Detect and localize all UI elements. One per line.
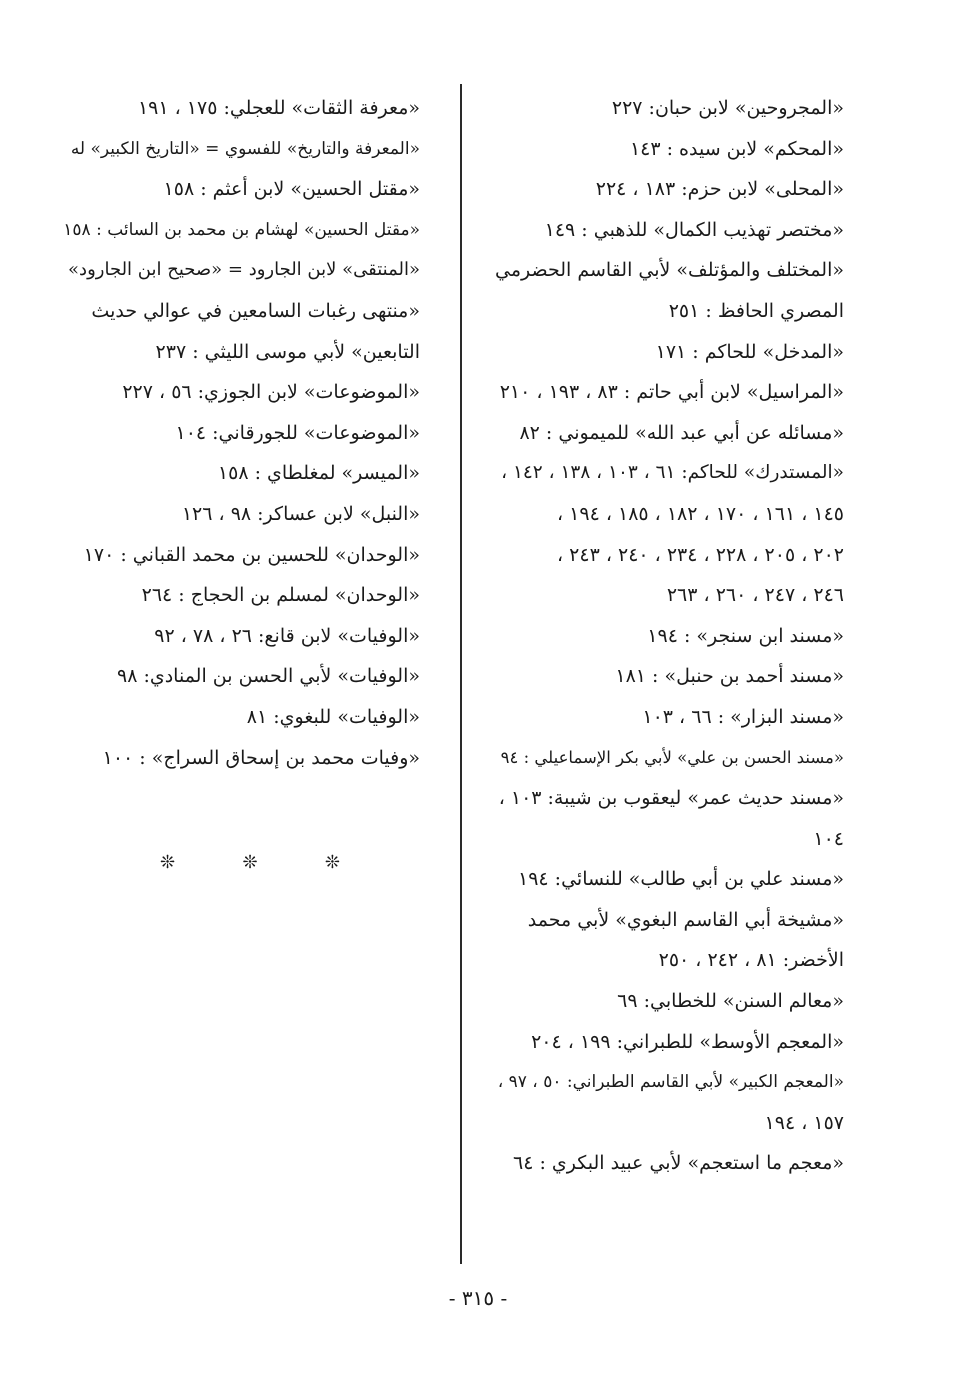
index-entry: «المختلف والمؤتلف» لأبي القاسم الحضرمي: [494, 259, 844, 282]
index-entry: «معجم ما استعجم» لأبي عبيد البكري : ٦٤: [513, 1152, 844, 1175]
page-number: - ٣١٥ -: [448, 1286, 508, 1310]
index-entry: «مسند ابن سنجر» : ١٩٤: [647, 624, 844, 647]
index-entry: «المستدرك» للحاكم: ٦١ ، ١٠٣ ، ١٣٨ ، ١٤٢ ،: [501, 462, 844, 484]
index-entry: «مسند البزار» : ٦٦ ، ١٠٣: [642, 705, 844, 728]
index-entry: «الوفيات» لأبي الحسن بن المنادي: ٩٨: [116, 665, 420, 688]
index-entry: «معالم السنن» للخطابي: ٦٩: [617, 990, 844, 1013]
asterisk-ornament: ❊: [160, 852, 176, 873]
index-entry: ١٥٧ ، ١٩٤: [764, 1111, 844, 1134]
section-separator: [160, 852, 340, 873]
index-entry: «مسائله عن أبي عبد الله» للميموني : ٨٢: [519, 421, 844, 444]
asterisk-ornament: ❊: [324, 852, 340, 873]
column-divider: [460, 84, 462, 1264]
index-entry: «الوفيات» للبغوي: ٨١: [246, 705, 420, 728]
left-column: [62, 88, 420, 778]
index-entry: «المحلى» لابن حزم: ١٨٣ ، ٢٢٤: [595, 178, 844, 201]
index-entry: «مشيخة أبي القاسم البغوي» لأبي محمد: [527, 908, 844, 931]
index-entry: ١٤٥ ، ١٦١ ، ١٧٠ ، ١٨٢ ، ١٨٥ ، ١٩٤ ،: [556, 502, 844, 525]
index-entry: «معرفة الثقات» للعجلي: ١٧٥ ، ١٩١: [137, 97, 420, 119]
index-entry: «الوفيات» لابن قانع: ٢٦ ، ٧٨ ، ٩٢: [154, 624, 420, 647]
index-entry: «المجروحين» لابن حبان: ٢٢٧: [611, 97, 844, 119]
index-entry: «مسند الحسن بن علي» لأبي بكر الإسماعيلي : ٩٤: [500, 747, 844, 767]
right-column: [494, 88, 844, 1184]
index-entry: «النبل» لابن عساكر: ٩٨ ، ١٢٦: [181, 502, 420, 525]
index-entry: «المعجم الكبير» لأبي القاسم الطبراني: ٥٠ ، ٩٧ ،: [497, 1072, 844, 1093]
index-entry: «المدخل» للحاكم : ١٧١: [655, 340, 844, 363]
index-entry: «مقتل الحسين» لهشام بن محمد بن السائب : ١٥٨: [63, 219, 420, 240]
index-entry: «المعجم الأوسط» للطبراني: ١٩٩ ، ٢٠٤: [531, 1030, 844, 1053]
index-entry: «مسند حديث عمر» ليعقوب بن شيبة: ١٠٣ ،: [498, 787, 844, 810]
index-entry: المصري الحافظ : ٢٥١: [668, 299, 844, 322]
index-entry: «المحكم» لابن سيده : ١٤٣: [629, 137, 844, 160]
index-entry: الأخضر: ٨١ ، ٢٤٢ ، ٢٥٠: [658, 949, 844, 972]
index-entry: «مسند علي بن أبي طالب» للنسائي: ١٩٤: [518, 868, 844, 891]
index-entry: ١٠٤: [813, 827, 844, 850]
asterisk-ornament: ❊: [242, 852, 258, 873]
index-entry: «المراسيل» لابن أبي حاتم : ٨٣ ، ١٩٣ ، ٢١٠: [499, 381, 844, 404]
index-entry: «الميسر» لمغلطاي : ١٥٨: [217, 462, 420, 485]
index-entry: «مختصر تهذيب الكمال» للذهبي : ١٤٩: [544, 218, 844, 241]
index-entry: «الوحدان» للحسين بن محمد القباني : ١٧٠: [83, 543, 420, 566]
index-entry: «المعرفة والتاريخ» للفسوي = «التاريخ الكبير» له: [70, 138, 420, 159]
index-entry: ٢٠٢ ، ٢٠٥ ، ٢٢٨ ، ٢٣٤ ، ٢٤٠ ، ٢٤٣ ،: [556, 543, 844, 566]
index-entry: «الموضوعات» للجورقاني: ١٠٤: [175, 421, 420, 444]
index-entry: «وفيات محمد بن إسحاق السراج» : ١٠٠: [102, 746, 420, 769]
index-entry: «منتهى رغبات السامعين في عوالي حديث: [91, 299, 420, 322]
index-entry: «مقتل الحسين» لابن أعثم : ١٥٨: [163, 178, 420, 201]
index-entry: «مسند أحمد بن حنبل» : ١٨١: [615, 665, 844, 688]
index-entry: ٢٤٦ ، ٢٤٧ ، ٢٦٠ ، ٢٦٣: [666, 584, 844, 607]
index-entry: التابعين» لأبي موسى الليثي : ٢٣٧: [155, 340, 420, 363]
index-entry: «المنتقى» لابن الجارود = «صحيح ابن الجارود»: [68, 259, 420, 281]
index-entry: «الوحدان» لمسلم بن الحجاج : ٢٦٤: [141, 584, 420, 607]
index-entry: «الموضوعات» لابن الجوزي: ٥٦ ، ٢٢٧: [122, 381, 420, 404]
